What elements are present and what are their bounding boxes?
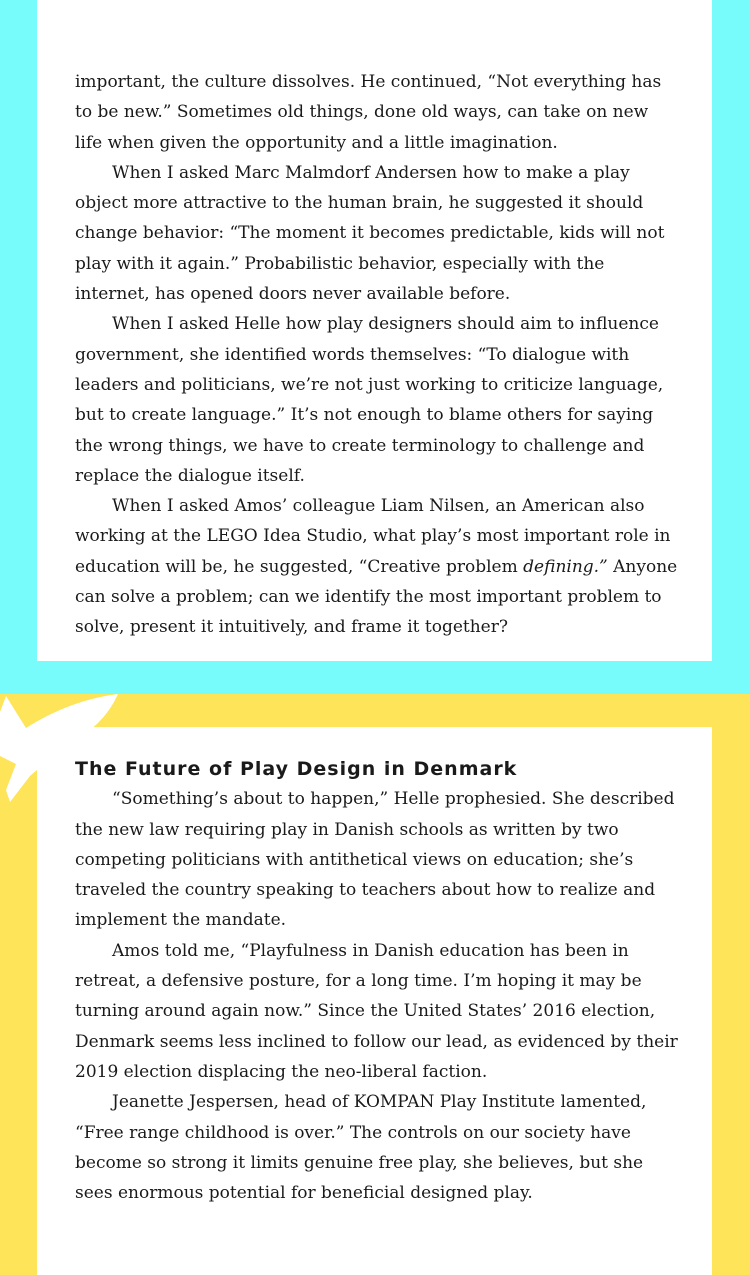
paragraph: When I asked Marc Malmdorf Andersen how to make a play object more attractive to the human brain, he suggested it should change behavior: “The moment it becomes predictable, kids will not play with it again.” Probabilistic behavior, especially with the internet, has opened doors never available before. [75, 162, 665, 305]
paragraph-text: Anyone can solve a problem; can we identify the most important problem to solve, present it intuitively, and frame it together? [75, 556, 678, 638]
article-text-bottom [75, 754, 680, 1208]
emphasis-text: defining.” [523, 556, 608, 577]
paragraph: Amos told me, “Playfulness in Danish education has been in retreat, a defensive posture, for a long time. I’m hoping it may be turning around again now.” Since the United States’ 2016 election, Denmark seems less inclined to follow our lead, as evidenced by their 2019 election displacing the neo-liberal faction. [75, 940, 678, 1082]
paragraph: Jeanette Jespersen, head of KOMPAN Play Institute lamented, “Free range childhood is over.” The controls on our society have become so strong it limits genuine free play, she believes, but she sees enormous potential for beneficial designed play. [75, 1092, 647, 1204]
paragraph: “Something’s about to happen,” Helle prophesied. She described the new law requiring play in Danish schools as written by two competing politicians with antithetical views on education; she’s traveled the country speaking to teachers about how to realize and implement the mandate. [75, 789, 675, 931]
paragraph: important, the culture dissolves. He continued, “Not everything has to be new.” Sometimes old things, done old ways, can take on new life when given the opportunity and a little imagination. [75, 72, 662, 153]
paragraph-text: When I asked Amos’ colleague Liam Nilsen, an American also working at the LEGO Idea Studio, what play’s most important role in education will be, he suggested, “Creative problem [75, 496, 671, 577]
paragraph: When I asked Helle how play designers should aim to influence government, she identified words themselves: “To dialogue with leaders and politicians, we’re not just working to criticize language, but to create language.” It’s not enough to blame others for saying the wrong things, we have to create terminology to challenge and replace the dialogue itself. [75, 314, 664, 486]
article-text-top [75, 67, 680, 643]
paragraph [75, 491, 680, 642]
section-heading: The Future of Play Design in Denmark [75, 758, 518, 780]
